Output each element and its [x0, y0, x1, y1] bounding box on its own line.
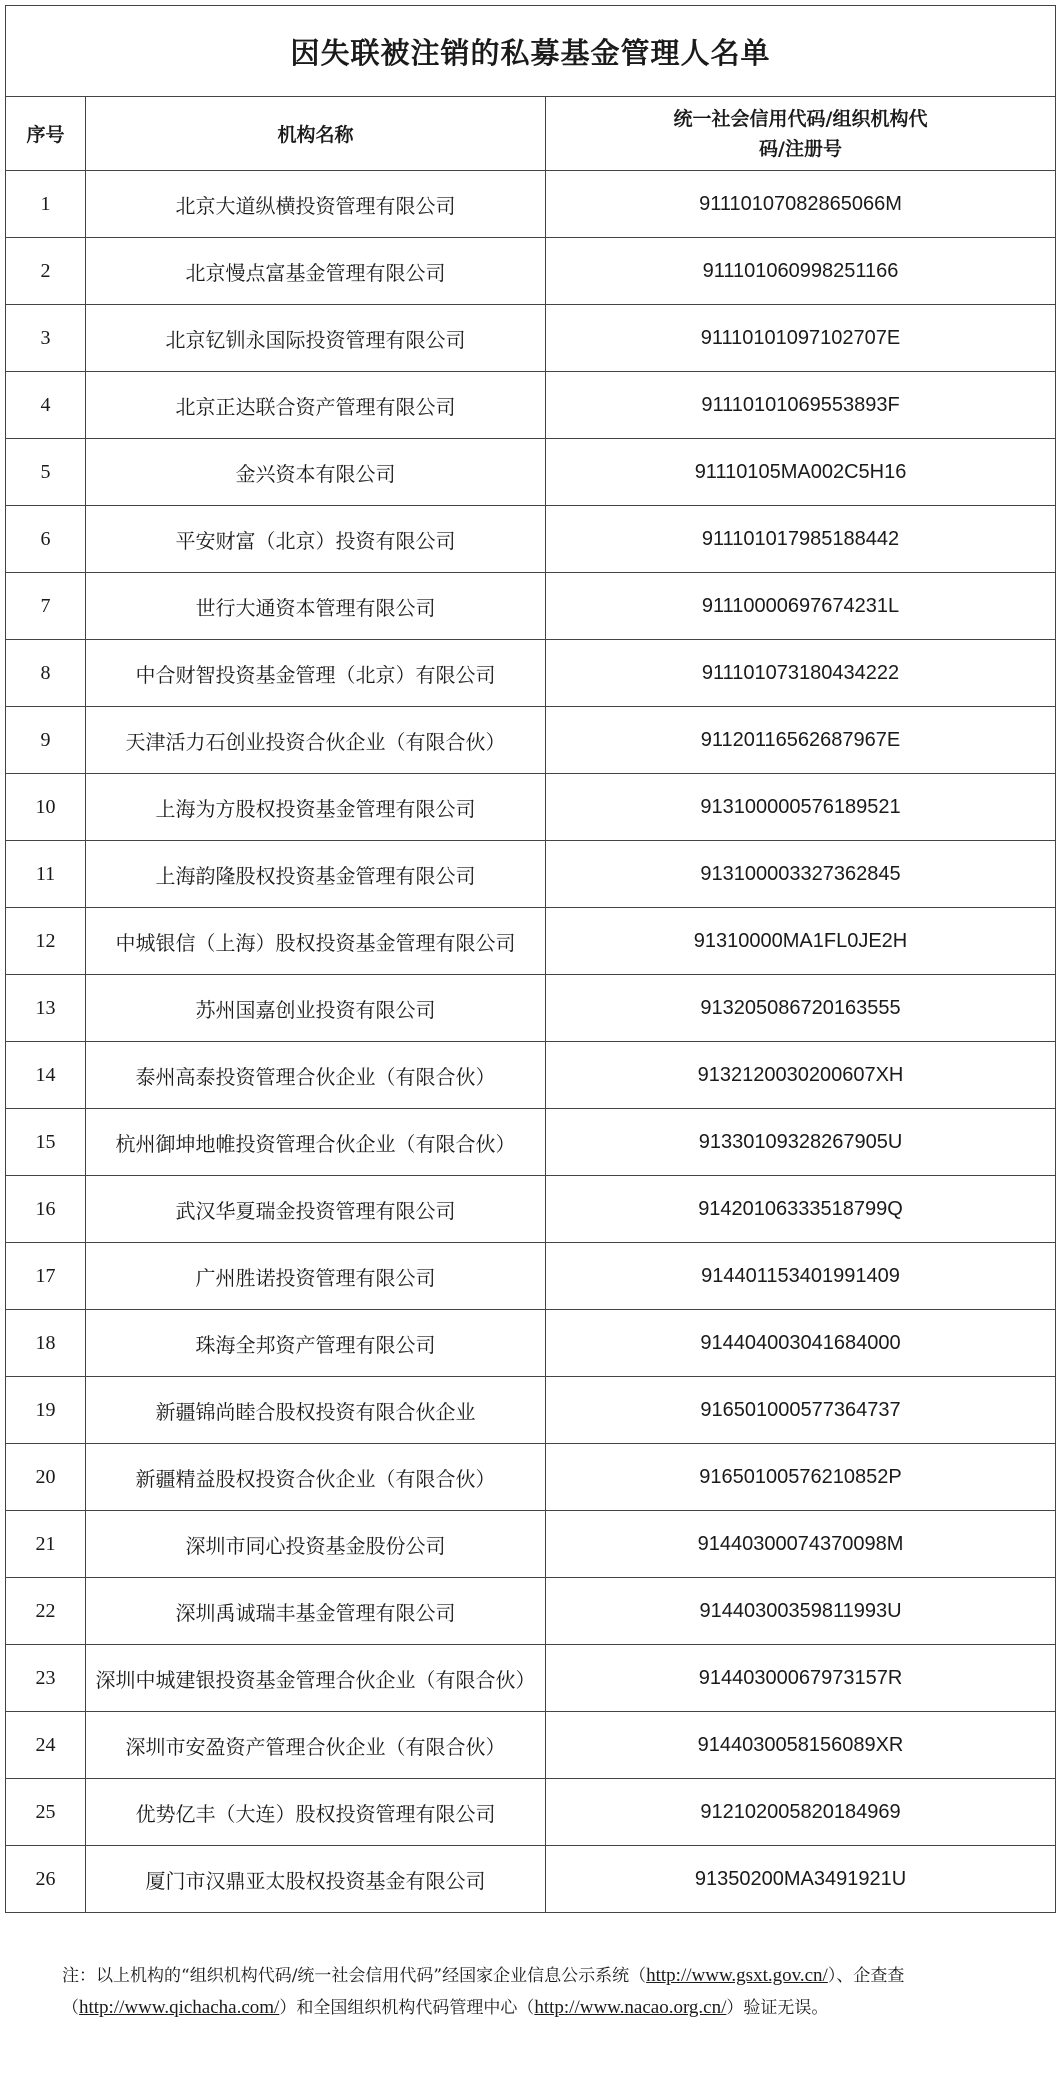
credit-code: 91420106333518799Q	[546, 1176, 1056, 1243]
table-row	[6, 1578, 1056, 1645]
institution-name: 北京正达联合资产管理有限公司	[86, 372, 546, 439]
row-index: 18	[6, 1310, 86, 1377]
institution-name: 优势亿丰（大连）股权投资管理有限公司	[86, 1779, 546, 1846]
credit-code: 91650100576210852P	[546, 1444, 1056, 1511]
credit-code: 91110107082865066M	[546, 171, 1056, 238]
footnote-prefix: 注：以上机构的“组织机构代码/统一社会信用代码”经国家企业信息公示系统（	[62, 1966, 647, 1986]
row-index: 3	[6, 305, 86, 372]
row-index: 21	[6, 1511, 86, 1578]
credit-code: 91310000MA1FL0JE2H	[546, 908, 1056, 975]
row-index: 17	[6, 1243, 86, 1310]
institution-name: 新疆锦尚睦合股权投资有限合伙企业	[86, 1377, 546, 1444]
column-header-index: 序号	[6, 97, 86, 171]
table-row	[6, 372, 1056, 439]
row-index: 24	[6, 1712, 86, 1779]
row-index: 7	[6, 573, 86, 640]
row-index: 2	[6, 238, 86, 305]
document	[5, 5, 1055, 1913]
table-row	[6, 1511, 1056, 1578]
row-index: 20	[6, 1444, 86, 1511]
institution-name: 北京钇钏永国际投资管理有限公司	[86, 305, 546, 372]
credit-code: 911101060998251166	[546, 238, 1056, 305]
credit-code: 913205086720163555	[546, 975, 1056, 1042]
column-header-name: 机构名称	[86, 97, 546, 171]
institution-name: 上海韵隆股权投资基金管理有限公司	[86, 841, 546, 908]
credit-code: 91110101069553893F	[546, 372, 1056, 439]
institution-name: 深圳市同心投资基金股份公司	[86, 1511, 546, 1578]
row-index: 11	[6, 841, 86, 908]
credit-code: 91110105MA002C5H16	[546, 439, 1056, 506]
table-row	[6, 1310, 1056, 1377]
table-row	[6, 841, 1056, 908]
link-qichacha[interactable]: http://www.qichacha.com/	[79, 1997, 280, 2018]
institution-name: 中城银信（上海）股权投资基金管理有限公司	[86, 908, 546, 975]
credit-code: 914401153401991409	[546, 1243, 1056, 1310]
institution-name: 深圳市安盈资产管理合伙企业（有限合伙）	[86, 1712, 546, 1779]
row-index: 13	[6, 975, 86, 1042]
footnote-suffix: ）验证无误。	[726, 1998, 829, 2018]
table-row	[6, 707, 1056, 774]
credit-code: 91440300067973157R	[546, 1645, 1056, 1712]
table-title: 因失联被注销的私募基金管理人名单	[6, 6, 1056, 97]
institution-name: 珠海全邦资产管理有限公司	[86, 1310, 546, 1377]
credit-code: 91440300359811993U	[546, 1578, 1056, 1645]
row-index: 15	[6, 1109, 86, 1176]
institution-name: 深圳禹诚瑞丰基金管理有限公司	[86, 1578, 546, 1645]
footnote	[62, 1960, 992, 2024]
table-row	[6, 305, 1056, 372]
table-row	[6, 439, 1056, 506]
link-nacao[interactable]: http://www.nacao.org.cn/	[534, 1997, 727, 2018]
column-header-code-line1: 统一社会信用代码/组织机构代	[673, 107, 928, 130]
table-row	[6, 640, 1056, 707]
footnote-mid2: ）和全国组织机构代码管理中心（	[279, 1998, 535, 2018]
row-index: 22	[6, 1578, 86, 1645]
deregistered-managers-table	[5, 5, 1056, 1913]
table-row	[6, 1176, 1056, 1243]
table-row	[6, 573, 1056, 640]
row-index: 10	[6, 774, 86, 841]
table-row	[6, 908, 1056, 975]
column-header-code-line2: 码/注册号	[759, 137, 842, 160]
table-row	[6, 975, 1056, 1042]
institution-name: 世行大通资本管理有限公司	[86, 573, 546, 640]
institution-name: 北京慢点富基金管理有限公司	[86, 238, 546, 305]
institution-name: 苏州国嘉创业投资有限公司	[86, 975, 546, 1042]
row-index: 25	[6, 1779, 86, 1846]
credit-code: 91110101097102707E	[546, 305, 1056, 372]
row-index: 26	[6, 1846, 86, 1913]
institution-name: 天津活力石创业投资合伙企业（有限合伙）	[86, 707, 546, 774]
table-row	[6, 1109, 1056, 1176]
row-index: 19	[6, 1377, 86, 1444]
row-index: 5	[6, 439, 86, 506]
row-index: 8	[6, 640, 86, 707]
credit-code: 914404003041684000	[546, 1310, 1056, 1377]
credit-code: 9132120030200607XH	[546, 1042, 1056, 1109]
institution-name: 新疆精益股权投资合伙企业（有限合伙）	[86, 1444, 546, 1511]
institution-name: 杭州御坤地帷投资管理合伙企业（有限合伙）	[86, 1109, 546, 1176]
table-row	[6, 1377, 1056, 1444]
institution-name: 金兴资本有限公司	[86, 439, 546, 506]
table-row	[6, 1042, 1056, 1109]
credit-code: 91110000697674231L	[546, 573, 1056, 640]
credit-code: 91120116562687967E	[546, 707, 1056, 774]
table-row	[6, 1444, 1056, 1511]
credit-code: 91440300074370098M	[546, 1511, 1056, 1578]
row-index: 14	[6, 1042, 86, 1109]
table-row	[6, 1243, 1056, 1310]
table-row	[6, 506, 1056, 573]
credit-code: 913100003327362845	[546, 841, 1056, 908]
row-index: 6	[6, 506, 86, 573]
credit-code: 913100000576189521	[546, 774, 1056, 841]
row-index: 12	[6, 908, 86, 975]
institution-name: 深圳中城建银投资基金管理合伙企业（有限合伙）	[86, 1645, 546, 1712]
institution-name: 武汉华夏瑞金投资管理有限公司	[86, 1176, 546, 1243]
table-row	[6, 1846, 1056, 1913]
credit-code: 911101073180434222	[546, 640, 1056, 707]
table-row	[6, 171, 1056, 238]
row-index: 4	[6, 372, 86, 439]
institution-name: 上海为方股权投资基金管理有限公司	[86, 774, 546, 841]
institution-name: 泰州高泰投资管理合伙企业（有限合伙）	[86, 1042, 546, 1109]
header-row	[6, 97, 1056, 171]
credit-code: 916501000577364737	[546, 1377, 1056, 1444]
institution-name: 广州胜诺投资管理有限公司	[86, 1243, 546, 1310]
row-index: 16	[6, 1176, 86, 1243]
table-row	[6, 1779, 1056, 1846]
credit-code: 911101017985188442	[546, 506, 1056, 573]
footnote-mid1: ）、企查查（	[62, 1966, 905, 2018]
institution-name: 北京大道纵横投资管理有限公司	[86, 171, 546, 238]
institution-name: 厦门市汉鼎亚太股权投资基金有限公司	[86, 1846, 546, 1913]
credit-code: 91350200MA3491921U	[546, 1846, 1056, 1913]
credit-code: 912102005820184969	[546, 1779, 1056, 1846]
table-row	[6, 1712, 1056, 1779]
row-index: 1	[6, 171, 86, 238]
institution-name: 平安财富（北京）投资有限公司	[86, 506, 546, 573]
credit-code: 91330109328267905U	[546, 1109, 1056, 1176]
credit-code: 9144030058156089XR	[546, 1712, 1056, 1779]
link-gsxt[interactable]: http://www.gsxt.gov.cn/	[646, 1965, 828, 1986]
institution-name: 中合财智投资基金管理（北京）有限公司	[86, 640, 546, 707]
table-row	[6, 774, 1056, 841]
table-row	[6, 1645, 1056, 1712]
row-index: 9	[6, 707, 86, 774]
table-row	[6, 238, 1056, 305]
column-header-code	[546, 97, 1056, 171]
row-index: 23	[6, 1645, 86, 1712]
